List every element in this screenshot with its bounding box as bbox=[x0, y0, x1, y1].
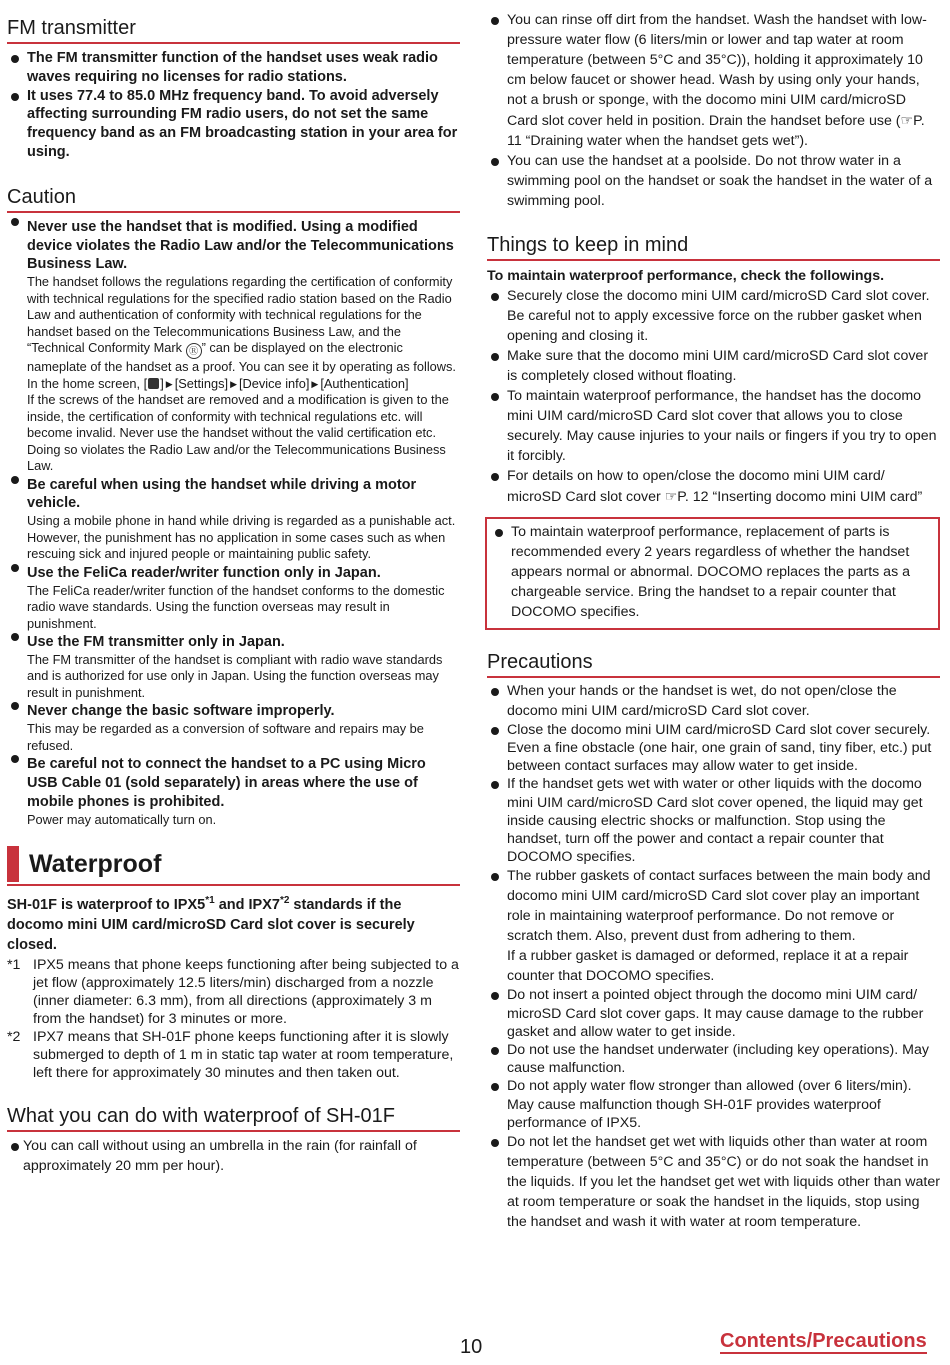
precautions-list-5 bbox=[487, 1132, 940, 1232]
precautions-heading: Precautions bbox=[487, 650, 940, 678]
caution-heading: Caution bbox=[7, 185, 460, 213]
list-item: It uses 77.4 to 85.0 MHz frequency band. To avoid adversely affecting surrounding FM radio users, do not set the same frequency band as an FM broadcasting station in your area for using. bbox=[7, 87, 460, 162]
list-item bbox=[487, 866, 940, 986]
list-item bbox=[7, 218, 460, 274]
list-item bbox=[7, 633, 460, 652]
footnote bbox=[7, 956, 460, 1028]
body-text: For details on how to open/close the docomo mini UIM card/ microSD Card slot cover bbox=[507, 467, 885, 505]
intro-text: SH-01F is waterproof to IPX5 bbox=[7, 896, 206, 913]
page-number: 10 bbox=[460, 1336, 483, 1358]
heading-accent-bar bbox=[7, 846, 19, 882]
precautions-list-2 bbox=[487, 721, 940, 867]
caution-item-head: Use the FeliCa reader/writer function only in Japan. bbox=[27, 564, 381, 581]
list-item: You can use the handset at a poolside. Do not throw water in a swimming pool on the handset or soak the handset in the water of a swimming pool. bbox=[487, 151, 940, 211]
body-text: If a rubber gasket is damaged or deformed, replace it at a repair counter that DOCOMO specifies. bbox=[507, 948, 909, 985]
caution-list bbox=[7, 218, 460, 828]
footnote-ref: *1 bbox=[205, 895, 215, 907]
list-item: You can call without using an umbrella in the rain (for rainfall of approximately 20 mm per hour). bbox=[7, 1136, 460, 1176]
body-text: The handset follows the regulations regarding the certification of conformity with technical regulations for the specified radio station based on the Radio Law and authentication of conformity with technical regulations for the handset based on the Telecommunications Business Law, and the “Technical Conformity Mark bbox=[27, 274, 453, 356]
list-item: If the handset gets wet with water or other liquids with the docomo mini UIM card/microSD Card slot cover opened, the liquid may get inside causing electric shocks or malfunction. Stop using the handset, turn off the power and contact a repair counter that DOCOMO specifies. bbox=[487, 775, 940, 866]
body-text: [Device info] bbox=[238, 375, 310, 391]
body-text: ] bbox=[160, 375, 164, 391]
list-item: Do not let the handset get wet with liquids other than water at room temperature (between 5°C and 35°C) or do not soak the handset in the liquids. If you let the handset get wet with liquids other than water at room temperature or soak the handset in the liquids, stop using the handset and wash it with water at room temperature. bbox=[487, 1132, 940, 1232]
body-text: If the screws of the handset are removed and a modification is given to the inside, the certification of conformity with technical regulations etc. will become invalid. Never use the handset without the valid certification etc. Doing so violates the Radio Law and/or the Telecommunications Business Law. bbox=[27, 392, 449, 474]
what-you-can-do-heading: What you can do with waterproof of SH-01F bbox=[7, 1104, 460, 1132]
hand-pointer-icon: ☞ bbox=[900, 112, 914, 128]
what-you-can-do-list bbox=[7, 1136, 460, 1176]
triangle-right-icon: ▶ bbox=[165, 378, 173, 389]
list-item: Do not apply water flow stronger than allowed (over 6 liters/min). May cause malfunction though SH-01F provides waterproof performance of IPX5. bbox=[487, 1077, 940, 1132]
caution-item-head: Use the FM transmitter only in Japan. bbox=[27, 634, 285, 651]
waterproof-uses-list bbox=[487, 10, 940, 211]
body-text: Using a mobile phone in hand while driving is regarded as a punishable act. bbox=[27, 513, 456, 529]
list-item: Do not use the handset underwater (including key operations). May cause malfunction. bbox=[487, 1041, 940, 1077]
waterproof-heading bbox=[7, 846, 460, 886]
body-text: ” can be displayed on the electronic nameplate of the handset as a proof. You can see it by operating as follows. bbox=[27, 340, 456, 375]
precautions-list-3 bbox=[487, 866, 940, 986]
list-item: The FM transmitter function of the handset uses weak radio waves requiring no licenses for radio stations. bbox=[7, 49, 460, 87]
body-text: [Authentication] bbox=[320, 375, 409, 391]
caution-item-body: The FeliCa reader/writer function of the handset conforms to the domestic radio wave standards. Using the function overseas may result in punishment. bbox=[27, 582, 445, 631]
parts-replacement-box bbox=[485, 517, 940, 630]
precautions-list-4 bbox=[487, 986, 940, 1132]
list-item bbox=[7, 702, 460, 721]
intro-text: standards if the docomo mini UIM card/microSD Card slot cover is securely closed. bbox=[7, 896, 415, 953]
left-column bbox=[7, 0, 460, 1176]
caution-item-body: The FM transmitter of the handset is compliant with radio wave standards and is authorized for use only in Japan. Using the function overseas may result in punishment. bbox=[27, 651, 443, 700]
caution-item-head: Be careful not to connect the handset to a PC using Micro USB Cable 01 (sold separately) in areas where the use of mobile phones is prohibited. bbox=[27, 756, 426, 810]
waterproof-intro bbox=[7, 891, 460, 955]
caution-item-head: Never change the basic software improperly. bbox=[27, 703, 335, 720]
things-to-keep-in-mind-heading: Things to keep in mind bbox=[487, 233, 940, 261]
app-grid-icon bbox=[148, 378, 159, 389]
list-item bbox=[7, 564, 460, 583]
caution-item-body: Power may automatically turn on. bbox=[27, 811, 217, 827]
body-text: [Settings] bbox=[174, 375, 229, 391]
hand-pointer-icon: ☞ bbox=[664, 487, 678, 504]
footnote bbox=[7, 1028, 460, 1082]
footnote-ref: *2 bbox=[279, 895, 290, 907]
things-lead: To maintain waterproof performance, check the followings. bbox=[487, 268, 885, 284]
right-column bbox=[487, 0, 940, 1232]
fm-transmitter-heading: FM transmitter bbox=[7, 16, 460, 44]
footnote-label: *2 bbox=[7, 1028, 21, 1045]
footnote-text: IPX7 means that SH-01F phone keeps functioning after it is slowly submerged to depth of 1 m in static tap water at room temperature, left there for approximately 30 minutes and then taken out. bbox=[33, 1028, 454, 1081]
caution-item-body bbox=[7, 513, 460, 563]
contents-precautions-link[interactable]: Contents/Precautions bbox=[720, 1330, 927, 1352]
precautions-list bbox=[487, 681, 940, 721]
body-text: In the home screen, [ bbox=[27, 375, 148, 391]
body-text: The rubber gaskets of contact surfaces between the main body and docomo mini UIM card/microSD Card slot cover play an important role in maintaining waterproof performance. Do not remove or scratch them. Also, prevent dust from adhering to them. bbox=[507, 868, 931, 945]
caution-item-body bbox=[7, 274, 460, 475]
body-text: You can rinse off dirt from the handset. Wash the handset with low-pressure water flow (6 liters/min or lower and tap water at room temperature (between 5°C and 35°C)), holding it approximately 10 cm below faucet or shower head. Wash by using only your hands, not a brush or sponge, with the docomo mini UIM card/microSD Card slot cover held in position. Drain the handset before use ( bbox=[507, 12, 927, 129]
list-item: When your hands or the handset is wet, do not open/close the docomo mini UIM card/microSD Card slot cover. bbox=[487, 681, 940, 721]
footnote-text: IPX5 means that phone keeps functioning after being subjected to a jet flow (approximately 12.5 liters/min) discharged from a nozzle (inner diameter: 6.3 mm), from all directions (approximately 3 m from the handset) for 3 minutes or more. bbox=[33, 956, 459, 1027]
intro-text: and IPX7 bbox=[214, 896, 280, 913]
list-item bbox=[487, 466, 940, 507]
triangle-right-icon: ▶ bbox=[311, 378, 319, 389]
list-item bbox=[487, 10, 940, 151]
boxed-list bbox=[491, 522, 932, 622]
list-item: Close the docomo mini UIM card/microSD Card slot cover securely. Even a fine obstacle (one hair, one grain of sand, tiny fiber, etc.) put between contact surfaces may allow water to get inside. bbox=[487, 721, 940, 776]
list-item bbox=[7, 476, 460, 514]
page-reference-link[interactable]: P. 11 “Draining water when the handset gets wet”). bbox=[507, 113, 925, 149]
waterproof-title: Waterproof bbox=[29, 849, 162, 878]
list-item bbox=[7, 755, 460, 811]
footnote-label: *1 bbox=[7, 956, 21, 973]
technical-conformity-mark-icon: Ⓡ bbox=[186, 343, 202, 359]
list-item: To maintain waterproof performance, the handset has the docomo mini UIM card/microSD Card slot cover that allows you to close securely. May cause injuries to your nails or fingers if you try to open it forcibly. bbox=[487, 386, 940, 466]
page-reference-link[interactable]: P. 12 “Inserting docomo mini UIM card” bbox=[677, 488, 923, 505]
list-item: Securely close the docomo mini UIM card/microSD Card slot cover. Be careful not to apply excessive force on the rubber gasket when opening and closing it. bbox=[487, 286, 940, 346]
triangle-right-icon: ▶ bbox=[230, 378, 237, 389]
body-text: However, the punishment has no application in some cases such as when rescuing sick and injured people or maintaining public safety. bbox=[27, 529, 446, 562]
caution-item-head: Never use the handset that is modified. Using a modified device violates the Radio Law and/or the Telecommunications Business Law. bbox=[27, 218, 454, 273]
fm-list bbox=[7, 49, 460, 162]
things-list bbox=[487, 286, 940, 507]
list-item: Make sure that the docomo mini UIM card/microSD Card slot cover is completely closed without floating. bbox=[487, 346, 940, 386]
list-item: Do not insert a pointed object through the docomo mini UIM card/ microSD Card slot cover gaps. It may cause damage to the rubber gasket and allow water to get inside. bbox=[487, 986, 940, 1041]
caution-item-body: This may be regarded as a conversion of software and repairs may be refused. bbox=[27, 721, 424, 753]
caution-item-head: Be careful when using the handset while driving a motor vehicle. bbox=[27, 476, 417, 512]
list-item: To maintain waterproof performance, replacement of parts is recommended every 2 years regardless of whether the handset appears normal or abnormal. DOCOMO replaces the parts as a chargeable service. Bring the handset to a repair counter that DOCOMO specifies. bbox=[491, 522, 932, 622]
footnotes bbox=[7, 956, 460, 1082]
